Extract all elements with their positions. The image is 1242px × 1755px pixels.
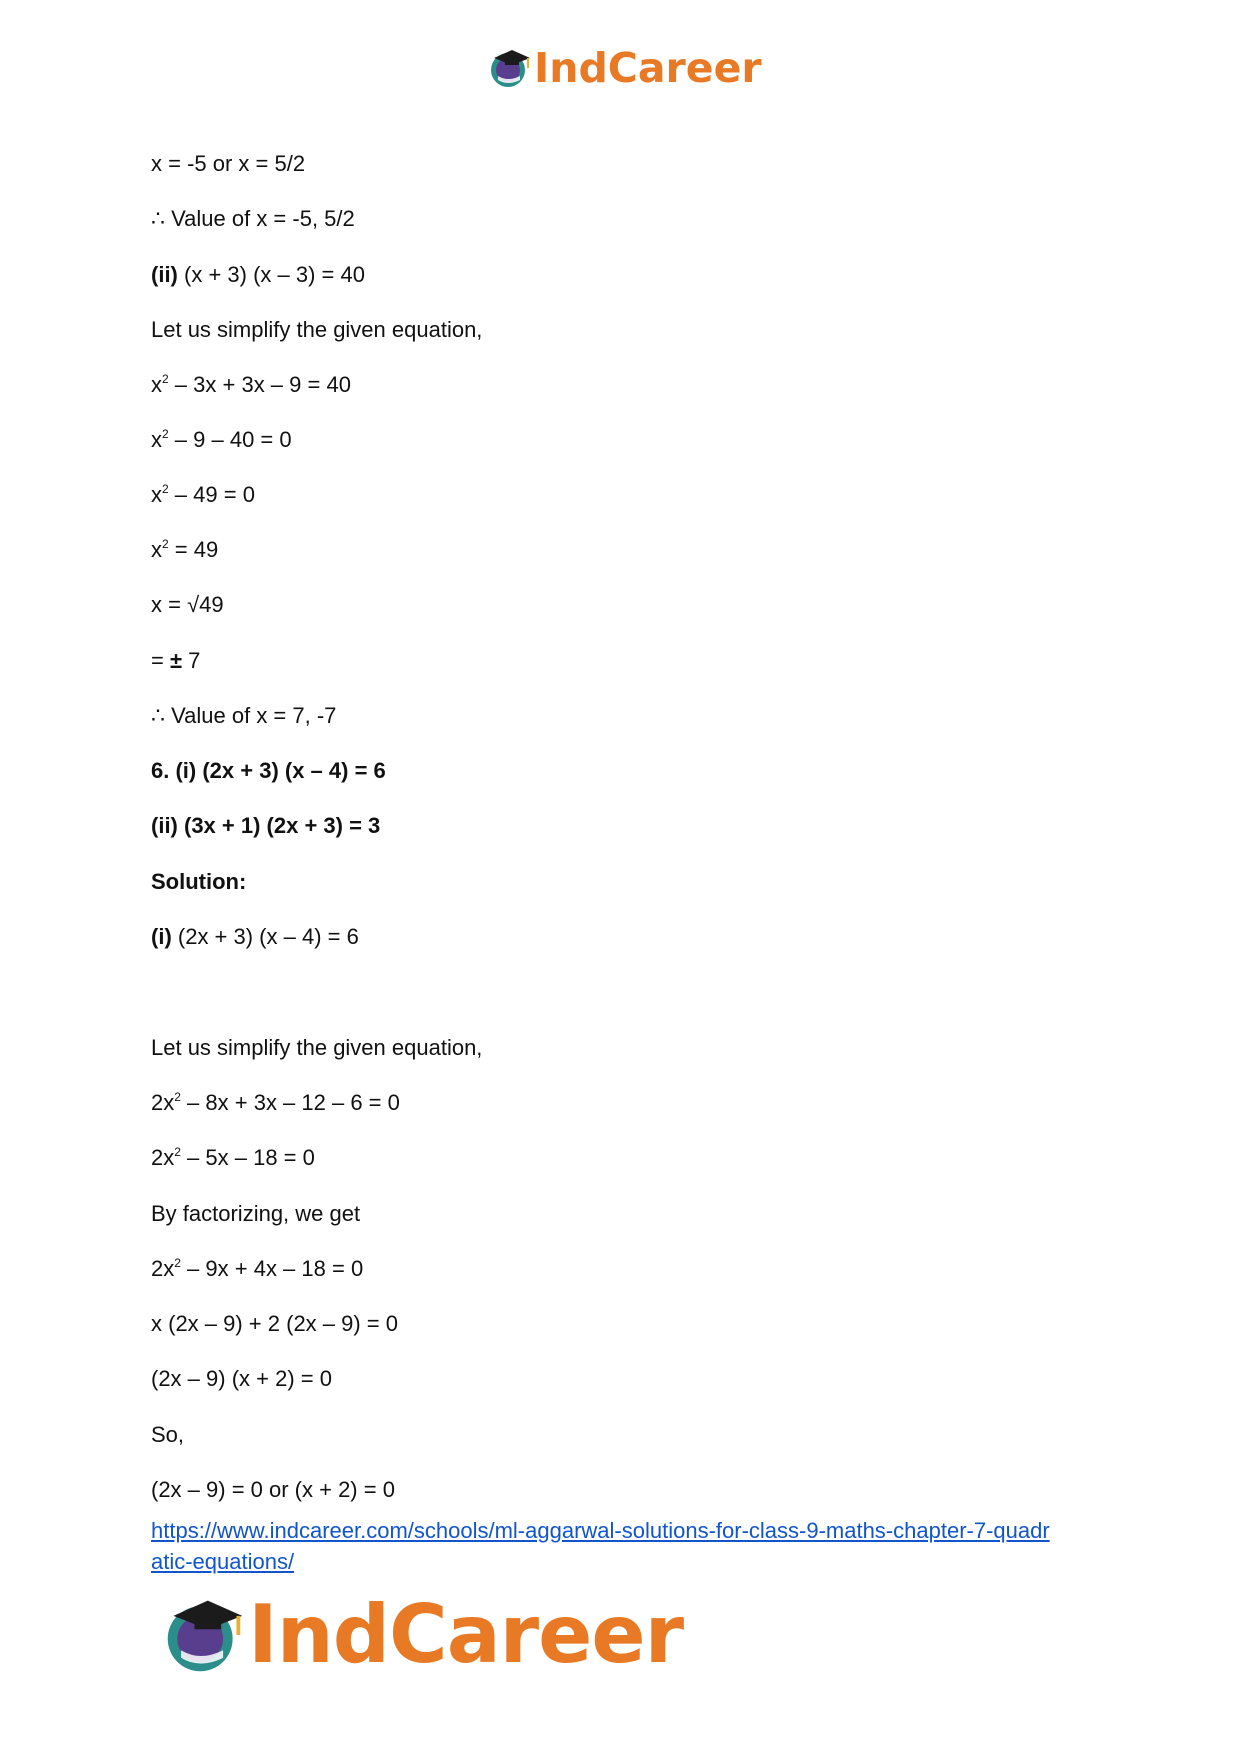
footer-brand: IndCareer [248, 1588, 684, 1681]
text-segment: (2x – 9) (x + 2) = 0 [151, 1366, 332, 1391]
text-segment: = 49 [168, 537, 219, 562]
header-brand: IndCareer [534, 44, 762, 92]
bold-text: (ii) (3x + 1) (2x + 3) = 3 [151, 813, 381, 838]
text-segment: – 5x – 18 = 0 [180, 1145, 315, 1170]
text-line [151, 757, 386, 785]
bold-text: ± [169, 648, 183, 673]
text-line [151, 150, 305, 178]
text-segment: = [151, 648, 170, 673]
text-segment: 2x [151, 1256, 175, 1281]
text-segment: x = √49 [151, 592, 224, 617]
text-segment: ∴ Value of x = 7, -7 [151, 703, 337, 728]
superscript: 2 [174, 1090, 181, 1104]
text-line [151, 702, 336, 730]
text-line [151, 481, 255, 509]
text-segment: – 9x + 4x – 18 = 0 [180, 1256, 364, 1281]
bold-text: Solution: [151, 869, 247, 894]
text-segment: 2x [151, 1145, 175, 1170]
text-line [151, 1476, 395, 1504]
text-line [151, 205, 355, 233]
text-segment: 7 [182, 648, 201, 673]
text-line [151, 1034, 482, 1062]
superscript: 2 [162, 537, 169, 551]
text-segment: (2x + 3) (x – 4) = 6 [171, 924, 359, 949]
text-segment: By factorizing, we get [151, 1201, 361, 1226]
text-line [151, 371, 351, 399]
text-line [151, 1144, 315, 1172]
text-line [151, 647, 200, 675]
text-line [151, 1255, 363, 1283]
graduation-cap-globe-icon [162, 1593, 246, 1677]
text-segment: x [151, 372, 162, 397]
text-line [151, 1089, 400, 1117]
text-line [151, 1200, 360, 1228]
text-segment: x [151, 482, 162, 507]
superscript: 2 [174, 1256, 181, 1270]
bold-text: (ii) [151, 262, 178, 287]
superscript: 2 [162, 482, 169, 496]
text-line [151, 1365, 332, 1393]
bold-text: 6. (i) (2x + 3) (x – 4) = 6 [151, 758, 386, 783]
text-line [151, 536, 218, 564]
text-segment: x (2x – 9) + 2 (2x – 9) = 0 [151, 1311, 399, 1336]
text-segment: Let us simplify the given equation, [151, 1035, 483, 1060]
text-segment: Let us simplify the given equation, [151, 317, 483, 342]
text-line [151, 812, 380, 840]
text-segment: x [151, 537, 162, 562]
text-line [151, 316, 482, 344]
text-segment: (2x – 9) = 0 or (x + 2) = 0 [151, 1477, 395, 1502]
header-logo [488, 42, 762, 94]
text-segment: 2x [151, 1090, 175, 1115]
text-line [151, 426, 292, 454]
graduation-cap-globe-icon [488, 46, 532, 90]
source-link-line-2: atic-equations/ [151, 1549, 295, 1574]
text-segment: – 9 – 40 = 0 [168, 427, 292, 452]
superscript: 2 [174, 1145, 181, 1159]
text-segment: x [151, 427, 162, 452]
text-segment: – 49 = 0 [168, 482, 255, 507]
superscript: 2 [162, 427, 169, 441]
bold-text: (i) [151, 924, 172, 949]
source-link[interactable] [151, 1515, 1111, 1577]
text-line [151, 261, 365, 289]
superscript: 2 [162, 372, 169, 386]
text-segment: – 3x + 3x – 9 = 40 [168, 372, 351, 397]
text-segment: (x + 3) (x – 3) = 40 [177, 262, 365, 287]
text-line [151, 923, 359, 951]
text-line [151, 1310, 398, 1338]
text-segment: ∴ Value of x = -5, 5/2 [151, 206, 355, 231]
text-line [151, 591, 224, 619]
text-segment: x = -5 or x = 5/2 [151, 151, 306, 176]
text-line [151, 868, 246, 896]
footer-logo [162, 1590, 683, 1680]
text-segment: – 8x + 3x – 12 – 6 = 0 [180, 1090, 400, 1115]
source-link-line-1: https://www.indcareer.com/schools/ml-aggarwal-solutions-for-class-9-maths-chapter-7-quadr [151, 1518, 1050, 1543]
text-line [151, 1421, 184, 1449]
text-segment: So, [151, 1422, 185, 1447]
